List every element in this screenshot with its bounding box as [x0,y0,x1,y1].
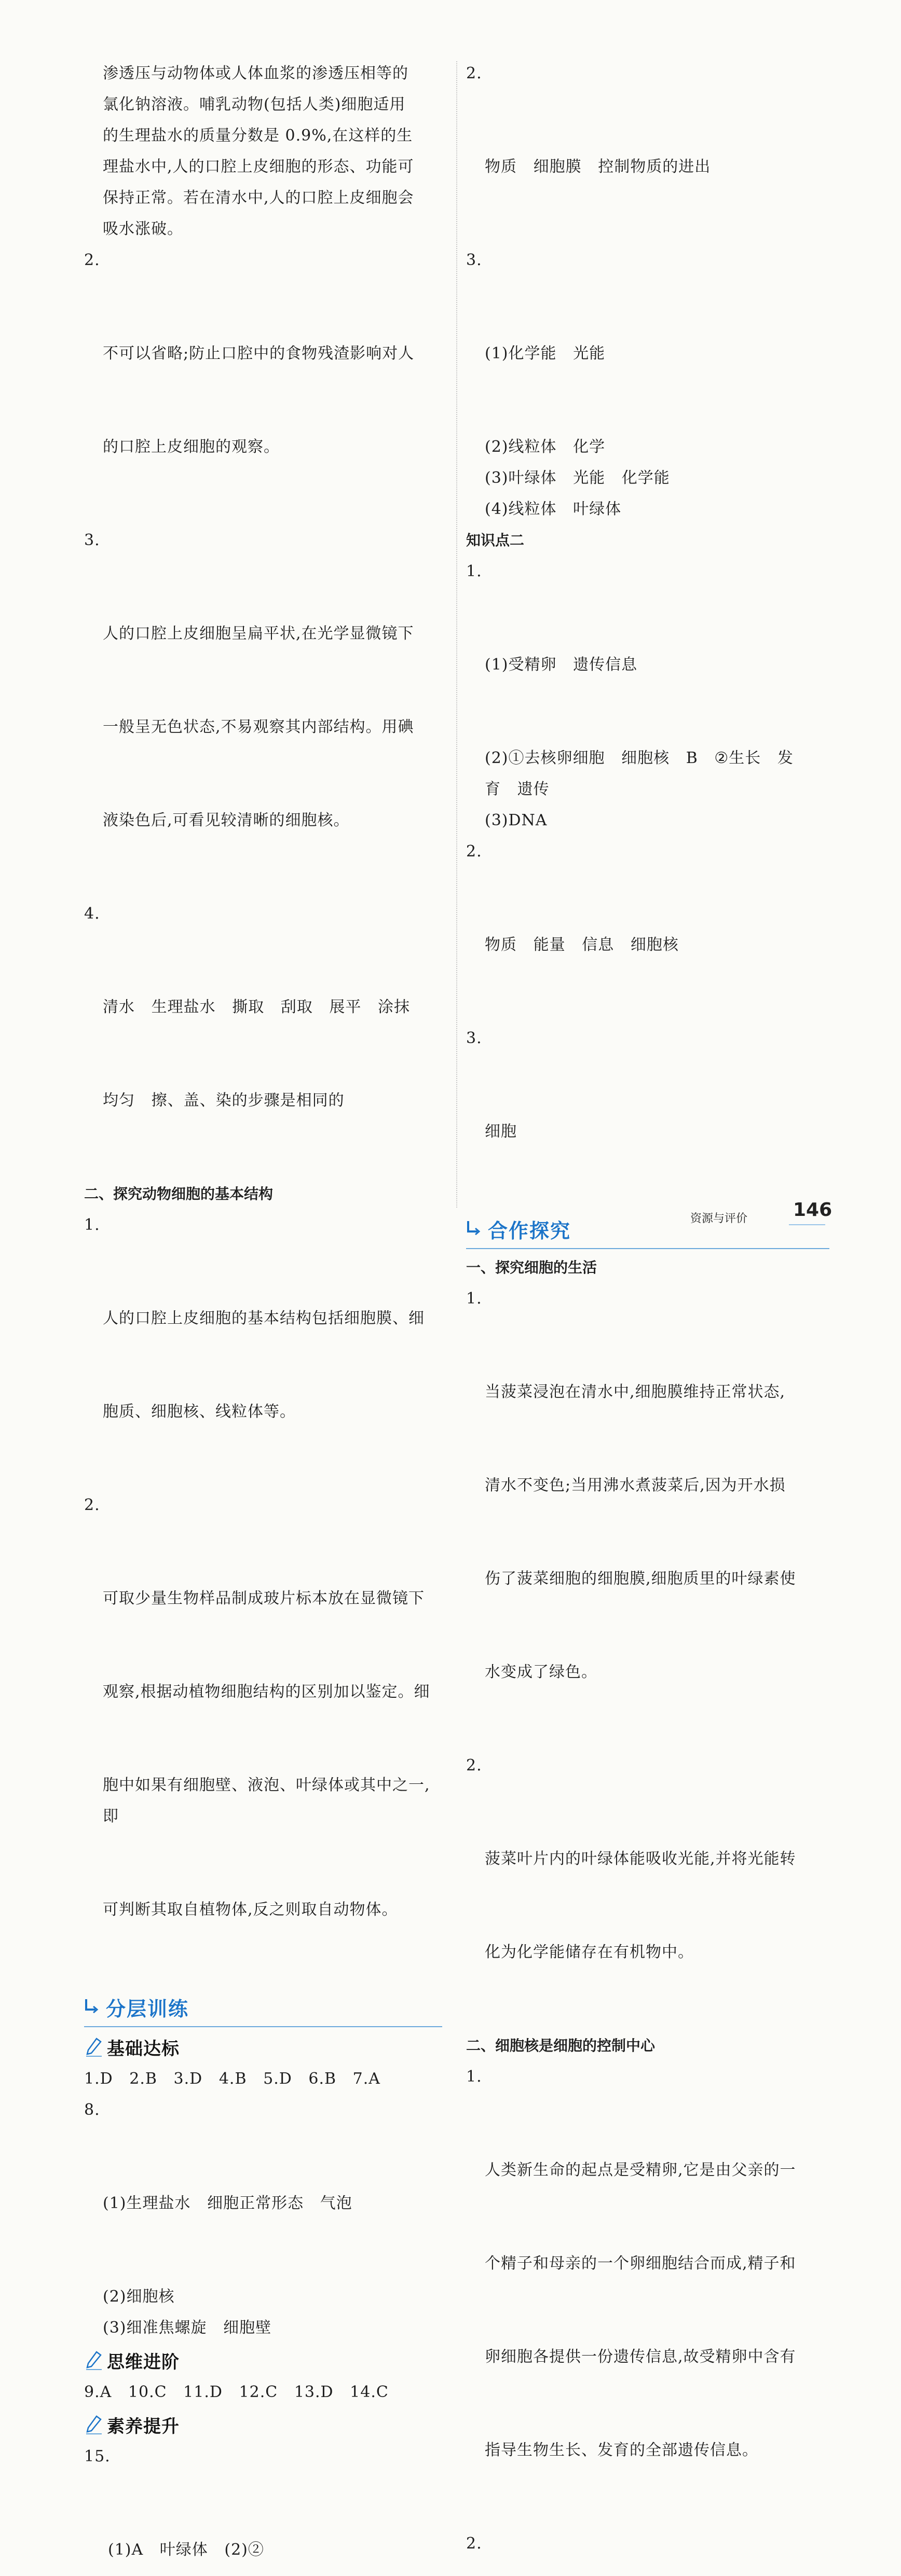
item-number: 1. [466,2068,482,2086]
text-line: 物质 细胞膜 控制物质的进出 [485,158,711,176]
text-line: 均匀 擦、盖、染的步骤是相同的 [103,1091,345,1110]
sub-heading [84,2408,442,2441]
footer-label: 资源与评价 [690,1212,748,1225]
answer-item-4 [84,898,442,1179]
sub-heading-text: 基础达标 [107,2039,180,2059]
item-number: 4. [84,905,100,923]
item-number: 1. [84,1216,100,1234]
text-line: 人的口腔上皮细胞呈扁平状,在光学显微镜下 [103,625,414,643]
text-line: 胞中如果有细胞壁、液泡、叶绿体或其中之一,即 [103,1776,430,1825]
text-line: (3)细准焦螺旋 细胞壁 [103,2319,272,2337]
item-number: 2. [466,1756,482,1775]
text-line: (1)受精卵 遗传信息 [485,656,638,674]
text-line: 渗透压与动物体或人体血浆的渗透压相等的 [103,64,408,82]
section-heading: 二、细胞核是细胞的控制中心 [466,2037,656,2054]
text-line: 育 遗传 [485,780,550,798]
item-number: 2. [84,251,100,269]
text-line: 观察,根据动植物细胞结构的区别加以鉴定。细 [103,1683,430,1701]
item-number: 2. [466,64,482,82]
text-line: 吸水涨破。 [103,220,183,238]
item-number: 1. [466,562,482,580]
text-line: 清水不变色;当用沸水煮菠菜后,因为开水损 [485,1476,786,1494]
text-line: 一般呈无色状态,不易观察其内部结构。用碘 [103,718,414,736]
sub-heading [84,2344,442,2377]
item-number: 3. [466,251,482,269]
item-number: 2. [466,842,482,861]
answer-line: 1.D 2.B 3.D 4.B 5.D 6.B 7.A [84,2070,380,2088]
item-number: 2. [466,2535,482,2553]
text-line: 的口腔上皮细胞的观察。 [103,438,280,456]
text-line: 人类新生命的起点是受精卵,它是由父亲的一 [485,2161,796,2179]
answer-item-3 [84,525,442,898]
answer-item-2 [466,58,829,245]
banner-title: 分层训练 [106,1998,189,2020]
top-paragraph [84,58,442,245]
text-line: 理盐水中,人的口腔上皮细胞的形态、功能可 [103,158,414,176]
text-line: 化为化学能储存在有机物中。 [485,1943,694,1961]
section-heading: 一、探究细胞的生活 [466,1259,597,1276]
text-line: 可判断其取自植物体,反之则取自动物体。 [103,1901,398,1919]
answer-item-15 [84,2441,442,2576]
banner-title: 合作探究 [488,1220,571,1242]
text-line: 氯化钠溶液。哺乳动物(包括人类)细胞适用 [103,95,406,114]
left-column [84,58,442,2576]
text-line: (1)生理盐水 细胞正常形态 气泡 [103,2194,352,2212]
text-line: 水变成了绿色。 [485,1663,597,1681]
item-number: 3. [466,1029,482,1047]
item-number: 1. [466,1290,482,1308]
answer-item-2 [84,245,442,525]
right-column [466,58,829,2576]
answer-item-3 [466,1023,829,1210]
text-line: 物质 能量 信息 细胞核 [485,936,679,954]
sub-heading [84,2030,442,2063]
answer-item-1 [466,556,829,743]
pencil-icon [85,2037,103,2057]
text-line: 菠菜叶片内的叶绿体能吸收光能,并将光能转 [485,1850,796,1868]
answer-item-2 [466,1750,829,2030]
answer-line: 9.A 10.C 11.D 12.C 13.D 14.C [84,2383,389,2401]
sub-heading-text: 素养提升 [107,2416,180,2437]
item-number: 2. [84,1496,100,1514]
item-number: 8. [84,2101,100,2119]
answer-item-3 [466,245,829,432]
pencil-icon [85,2350,103,2371]
section-heading: 二、探究动物细胞的基本结构 [84,1185,274,1202]
text-line: 清水 生理盐水 撕取 刮取 展平 涂抹 [103,998,411,1016]
answer-item-2 [84,1490,442,1988]
item-number: 3. [84,531,100,549]
text-line: 的生理盐水的质量分数是 0.9%,在这样的生 [103,127,413,145]
text-line: 可取少量生物样品制成玻片标本放在显微镜下 [103,1589,425,1608]
knowledge-point-heading: 知识点二 [466,532,525,549]
text-line: (4)线粒体 叶绿体 [485,500,622,518]
corner-arrow-icon [466,1219,482,1238]
text-line: 个精子和母亲的一个卵细胞结合而成,精子和 [485,2254,796,2273]
answer-item-8 [84,2095,442,2281]
text-line: (2)①去核卵细胞 细胞核 B ②生长 发 [485,749,794,767]
text-line: 保持正常。若在清水中,人的口腔上皮细胞会 [103,189,414,207]
text-line: (2)细胞核 [103,2288,175,2306]
item-number: 15. [84,2447,111,2466]
answer-item-1 [466,1283,829,1750]
section-banner [84,1990,442,2027]
text-line: (1)A 叶绿体 (2)② [108,2541,264,2559]
text-line: 人的口腔上皮细胞的基本结构包括细胞膜、细 [103,1309,425,1327]
sub-heading-text: 思维进阶 [107,2352,180,2373]
text-line: (3)DNA [485,811,548,829]
text-line: 当菠菜浸泡在清水中,细胞膜维持正常状态, [485,1383,786,1401]
text-line: 胞质、细胞核、线粒体等。 [103,1403,296,1421]
corner-arrow-icon [84,1997,100,2016]
text-line: 细胞 [485,1123,517,1141]
column-divider [456,61,457,1208]
text-line: 液染色后,可看见较清晰的细胞核。 [103,811,350,829]
text-line: (3)叶绿体 光能 化学能 [485,469,670,487]
text-line: (1)化学能 光能 [485,344,606,363]
page-number: 146 [793,1199,832,1221]
pencil-icon [85,2414,103,2435]
footer-underline [789,1224,825,1225]
answer-item-2 [466,836,829,1023]
answer-item-1 [84,1210,442,1490]
text-line: 不可以省略;防止口腔中的食物残渣影响对人 [103,344,415,363]
text-line: 伤了菠菜细胞的细胞膜,细胞质里的叶绿素使 [485,1570,796,1588]
answer-item-1 [466,2061,829,2528]
text-line: (2)线粒体 化学 [485,438,606,456]
answer-item-2 [466,2528,829,2576]
text-line: 卵细胞各提供一份遗传信息,故受精卵中含有 [485,2348,796,2366]
section-banner [466,1212,829,1249]
text-line: 指导生物生长、发育的全部遗传信息。 [485,2441,758,2459]
